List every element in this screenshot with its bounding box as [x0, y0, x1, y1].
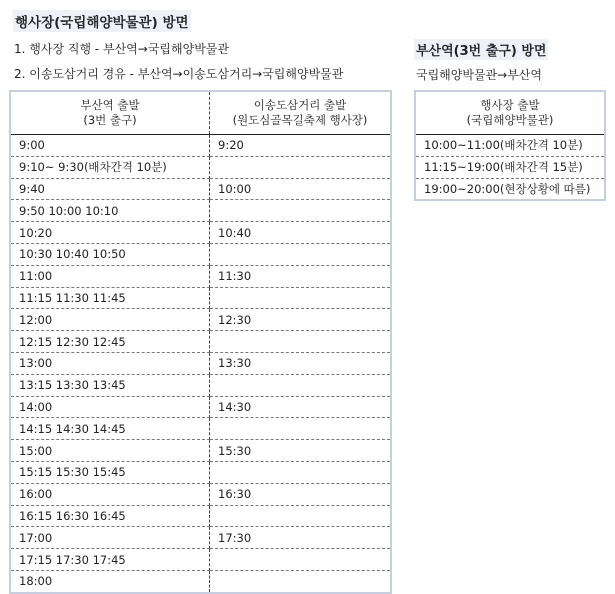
left-section-title: 행사장(국립해양박물관) 방면	[13, 10, 191, 32]
isongdo-departure-cell	[210, 156, 392, 178]
isongdo-departure-cell	[210, 374, 392, 396]
column-header-isongdo	[210, 91, 392, 135]
isongdo-departure-cell: 10:00	[210, 178, 392, 200]
table-row	[10, 309, 391, 331]
isongdo-departure-cell: 14:30	[210, 396, 392, 418]
isongdo-departure-cell: 16:30	[210, 483, 392, 505]
busan-departure-cell: 12:15 12:30 12:45	[10, 331, 210, 353]
route-via-isongdo: 2. 이송도삼거리 경유 - 부산역→이송도삼거리→국립해양박물관	[14, 67, 344, 81]
venue-departure-cell: 10:00~11:00(배차간격 10분)	[415, 135, 605, 157]
busan-departure-cell: 13:15 13:30 13:45	[10, 374, 210, 396]
busan-departure-cell: 16:15 16:30 16:45	[10, 505, 210, 527]
return-timetable	[414, 90, 606, 201]
table-row	[10, 243, 391, 265]
busan-departure-cell: 10:20	[10, 222, 210, 244]
isongdo-departure-cell: 9:20	[210, 135, 392, 157]
busan-departure-cell: 14:15 14:30 14:45	[10, 418, 210, 440]
busan-departure-cell: 17:15 17:30 17:45	[10, 549, 210, 571]
isongdo-departure-cell: 17:30	[210, 527, 392, 549]
busan-departure-cell: 15:00	[10, 440, 210, 462]
header-line: 부산역 출발	[80, 98, 140, 112]
table-row	[10, 570, 391, 592]
table-row	[10, 331, 391, 353]
table-row	[10, 505, 391, 527]
venue-departure-cell: 11:15~19:00(배차간격 15분)	[415, 156, 605, 178]
venue-departure-cell: 19:00~20:00(현장상황에 따름)	[424, 181, 591, 196]
header-line: (국립해양박물관)	[466, 113, 554, 127]
table-row	[415, 178, 605, 200]
table-row	[415, 156, 605, 178]
busan-departure-cell: 15:15 15:30 15:45	[10, 461, 210, 483]
column-header-venue	[415, 91, 605, 135]
table-row	[10, 287, 391, 309]
route-direct: 1. 행사장 직행 - 부산역→국립해양박물관	[14, 42, 229, 56]
isongdo-departure-cell	[210, 331, 392, 353]
header-line: 이송도삼거리 출발	[253, 98, 347, 112]
busan-departure-cell: 13:00	[10, 352, 210, 374]
isongdo-departure-cell	[210, 505, 392, 527]
busan-departure-cell: 17:00	[10, 527, 210, 549]
table-row	[10, 549, 391, 571]
isongdo-departure-cell	[210, 461, 392, 483]
table-row	[10, 527, 391, 549]
isongdo-departure-cell: 13:30	[210, 352, 392, 374]
isongdo-departure-cell: 12:30	[210, 309, 392, 331]
right-section-title: 부산역(3번 출구) 방면	[414, 39, 548, 60]
isongdo-departure-cell	[210, 418, 392, 440]
table-row	[10, 461, 391, 483]
busan-departure-cell: 14:00	[10, 396, 210, 418]
busan-departure-cell: 18:00	[10, 570, 210, 592]
table-row	[10, 418, 391, 440]
isongdo-departure-cell	[210, 200, 392, 222]
table-row	[10, 222, 391, 244]
table-row	[10, 440, 391, 462]
isongdo-departure-cell	[210, 287, 392, 309]
table-row	[10, 483, 391, 505]
busan-departure-cell: 11:15 11:30 11:45	[10, 287, 210, 309]
busan-departure-cell: 16:00	[10, 483, 210, 505]
isongdo-departure-cell: 15:30	[210, 440, 392, 462]
outbound-timetable	[9, 90, 392, 594]
table-row	[10, 135, 391, 157]
table-row	[10, 396, 391, 418]
table-row	[10, 265, 391, 287]
table-row	[10, 178, 391, 200]
busan-departure-cell: 10:30 10:40 10:50	[10, 243, 210, 265]
isongdo-departure-cell: 11:30	[210, 265, 392, 287]
busan-departure-cell: 9:40	[10, 178, 210, 200]
isongdo-departure-cell	[210, 243, 392, 265]
busan-departure-cell: 11:00	[10, 265, 210, 287]
isongdo-departure-cell	[210, 549, 392, 571]
busan-departure-cell: 9:10~ 9:30(배차간격 10분)	[10, 156, 210, 178]
table-row	[415, 135, 605, 157]
header-line: (3번 출구)	[83, 113, 137, 127]
table-row	[10, 352, 391, 374]
busan-departure-cell: 9:50 10:00 10:10	[10, 200, 210, 222]
isongdo-departure-cell: 10:40	[210, 222, 392, 244]
column-header-busan-station	[10, 91, 210, 135]
route-return: 국립해양박물관→부산역	[416, 68, 542, 82]
header-line: (원도심골목길축제 행사장)	[232, 113, 368, 127]
isongdo-departure-cell	[210, 570, 392, 592]
header-line: 행사장 출발	[480, 98, 540, 112]
busan-departure-cell: 9:00	[10, 135, 210, 157]
table-row	[10, 156, 391, 178]
table-row	[10, 200, 391, 222]
table-row	[10, 374, 391, 396]
busan-departure-cell: 12:00	[10, 309, 210, 331]
